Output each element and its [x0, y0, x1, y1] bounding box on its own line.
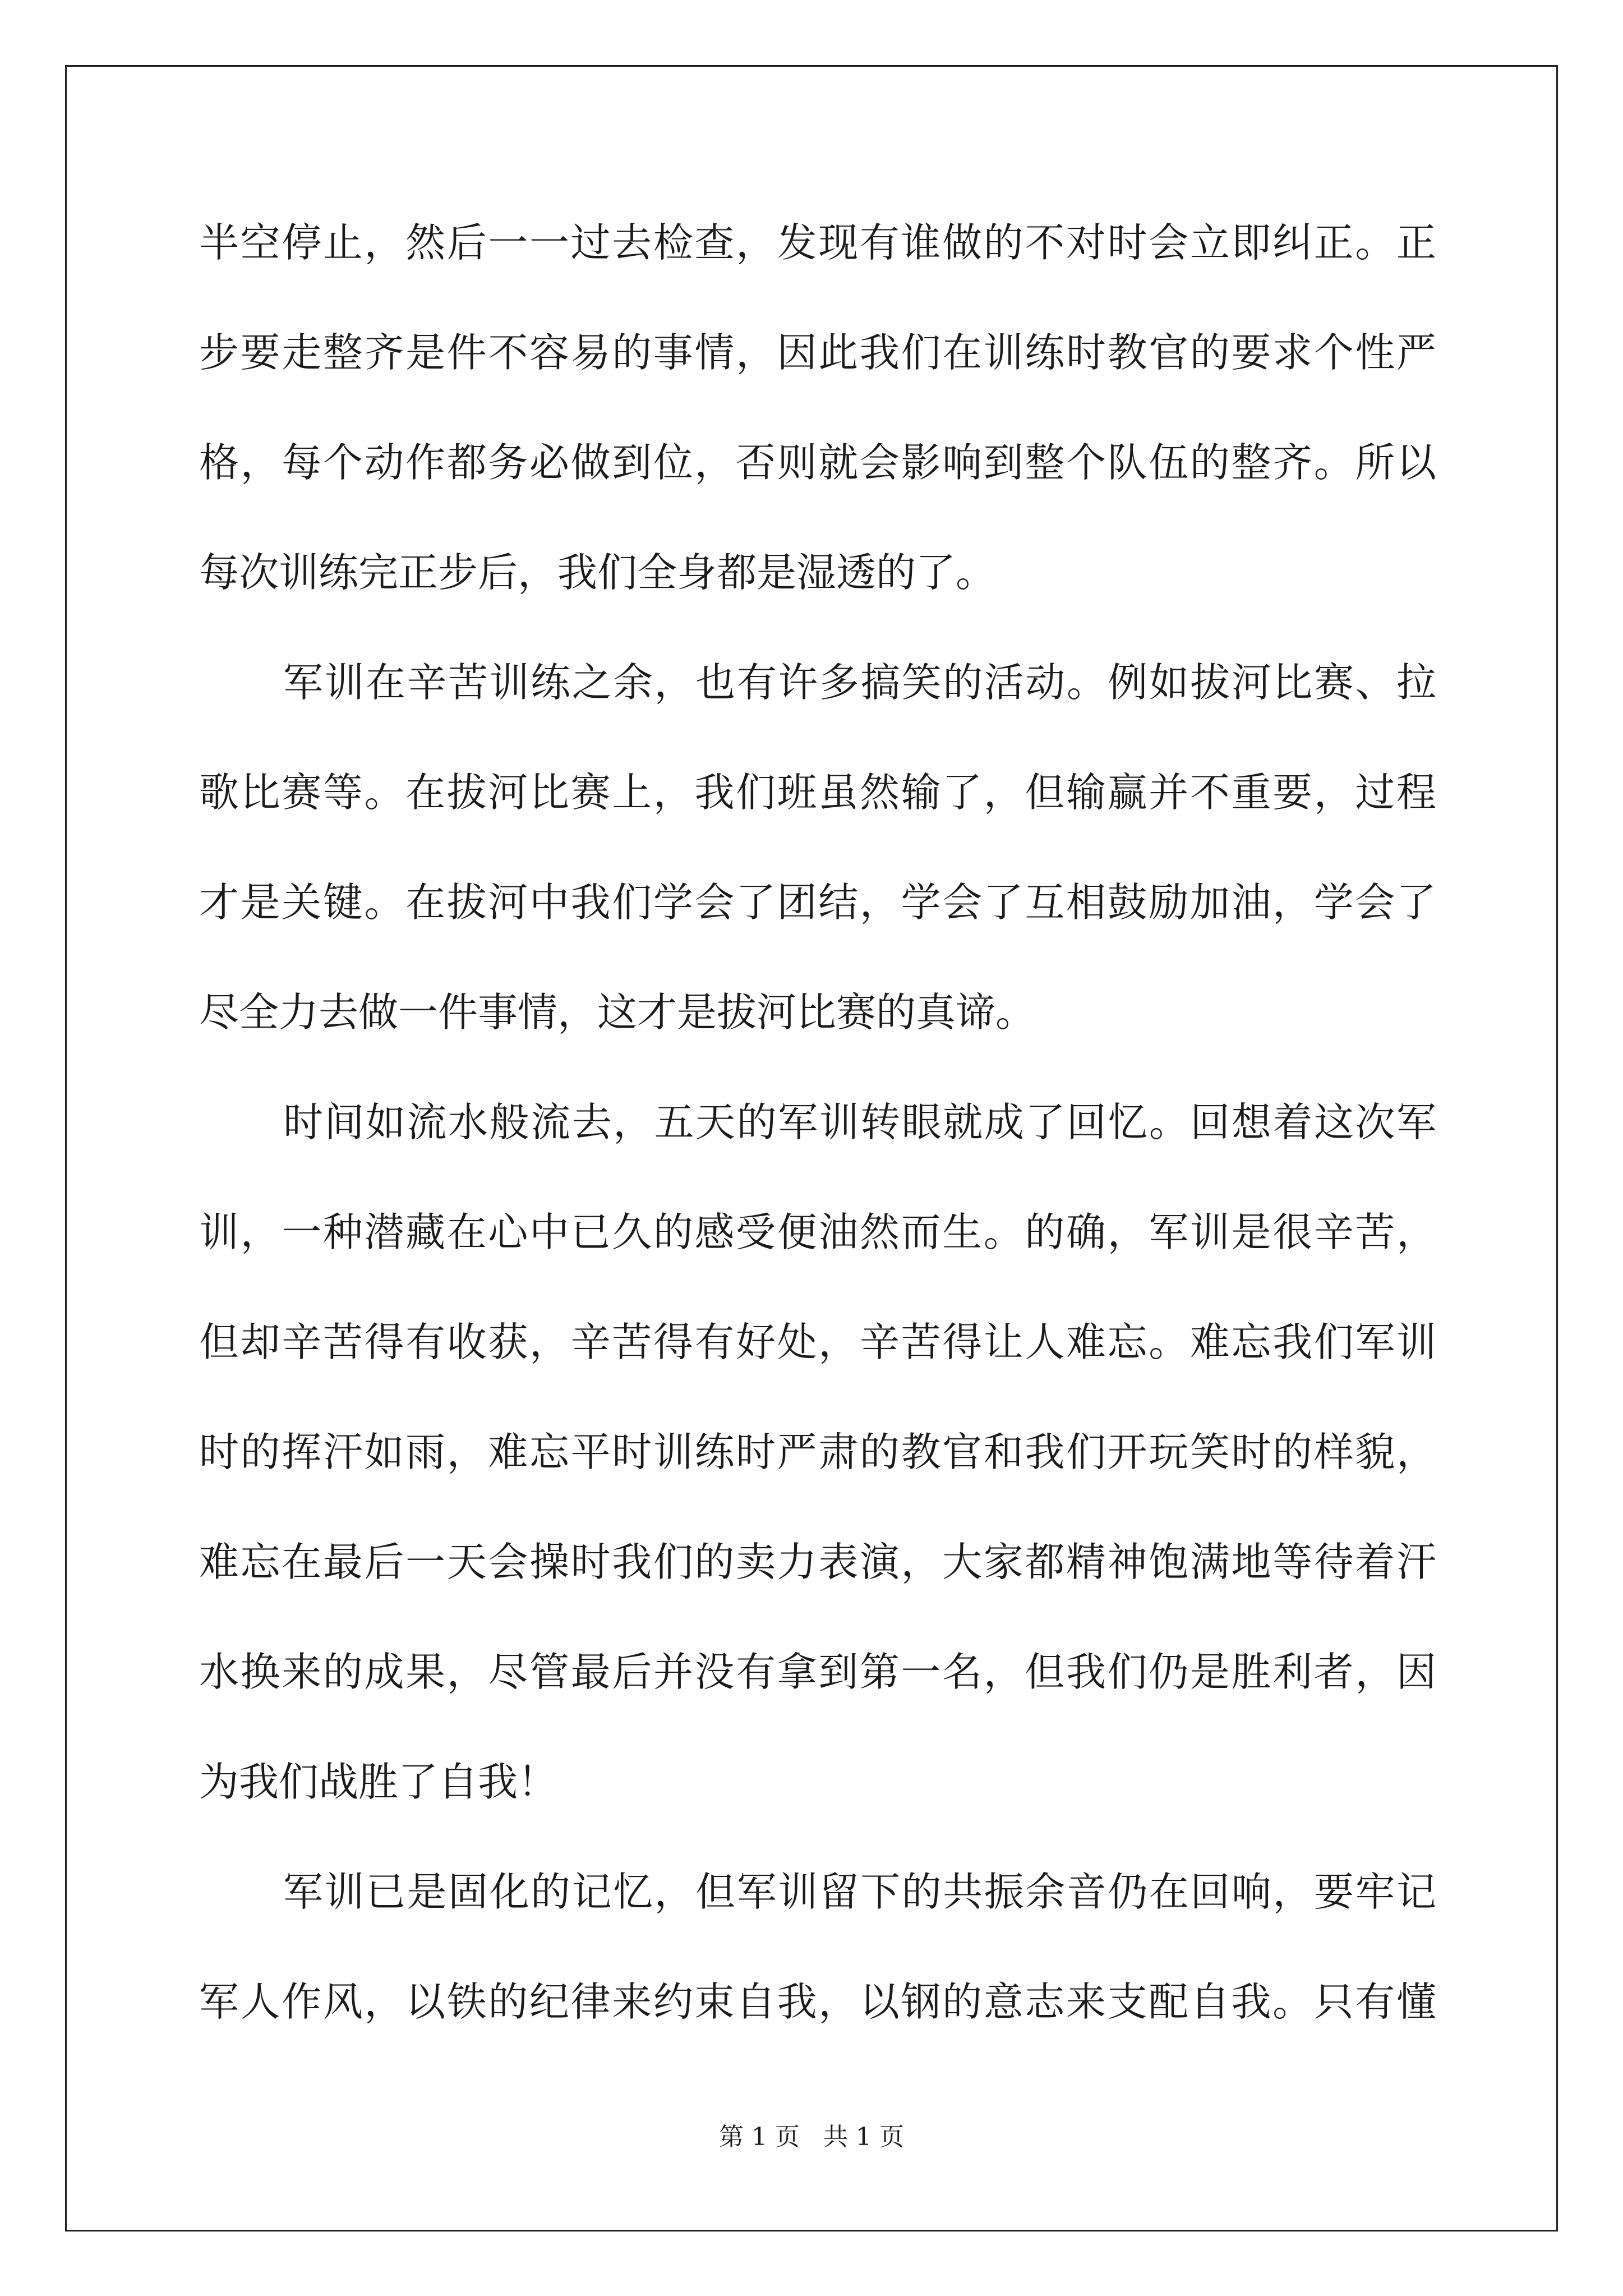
document-body: [199, 188, 1436, 2057]
text-line: 时间如流水般流去，五天的军训转眼就成了回忆。回想着这次军: [283, 1099, 1436, 1145]
page-footer: 第 1 页 共 1 页: [719, 2123, 904, 2151]
text-line: 半空停止，然后一一过去检查，发现有谁做的不对时会立即纠正。正: [199, 219, 1436, 266]
text-line: 但却辛苦得有收获，辛苦得有好处，辛苦得让人难忘。难忘我们军训: [199, 1319, 1436, 1365]
text-line: 时的挥汗如雨，难忘平时训练时严肃的教官和我们开玩笑时的样貌，: [199, 1429, 1436, 1475]
text-line: 难忘在最后一天会操时我们的卖力表演，大家都精神饱满地等待着汗: [199, 1539, 1436, 1585]
text-line: 军人作风，以铁的纪律来约束自我，以钢的意志来支配自我。只有懂: [199, 1978, 1436, 2025]
text-line: 军训已是固化的记忆，但军训留下的共振余音仍在回响，要牢记: [283, 1869, 1436, 1915]
text-line: 为我们战胜了自我！: [199, 1759, 558, 1805]
text-line: 歌比赛等。在拔河比赛上，我们班虽然输了，但输赢并不重要，过程: [199, 769, 1436, 816]
text-line: 才是关键。在拔河中我们学会了团结，学会了互相鼓励加油，学会了: [199, 879, 1436, 926]
text-line: 水换来的成果，尽管最后并没有拿到第一名，但我们仍是胜利者，因: [199, 1649, 1436, 1695]
text-line: 训，一种潜藏在心中已久的感受便油然而生。的确，军训是很辛苦，: [199, 1209, 1436, 1255]
text-line: 格，每个动作都务必做到位，否则就会影响到整个队伍的整齐。所以: [199, 439, 1436, 486]
text-line: 每次训练完正步后，我们全身都是湿透的了。: [199, 549, 996, 596]
text-line: 尽全力去做一件事情，这才是拔河比赛的真谛。: [199, 989, 1036, 1036]
text-line: 军训在辛苦训练之余，也有许多搞笑的活动。例如拔河比赛、拉: [283, 659, 1436, 706]
text-line: 步要走整齐是件不容易的事情，因此我们在训练时教官的要求个性严: [199, 329, 1436, 376]
